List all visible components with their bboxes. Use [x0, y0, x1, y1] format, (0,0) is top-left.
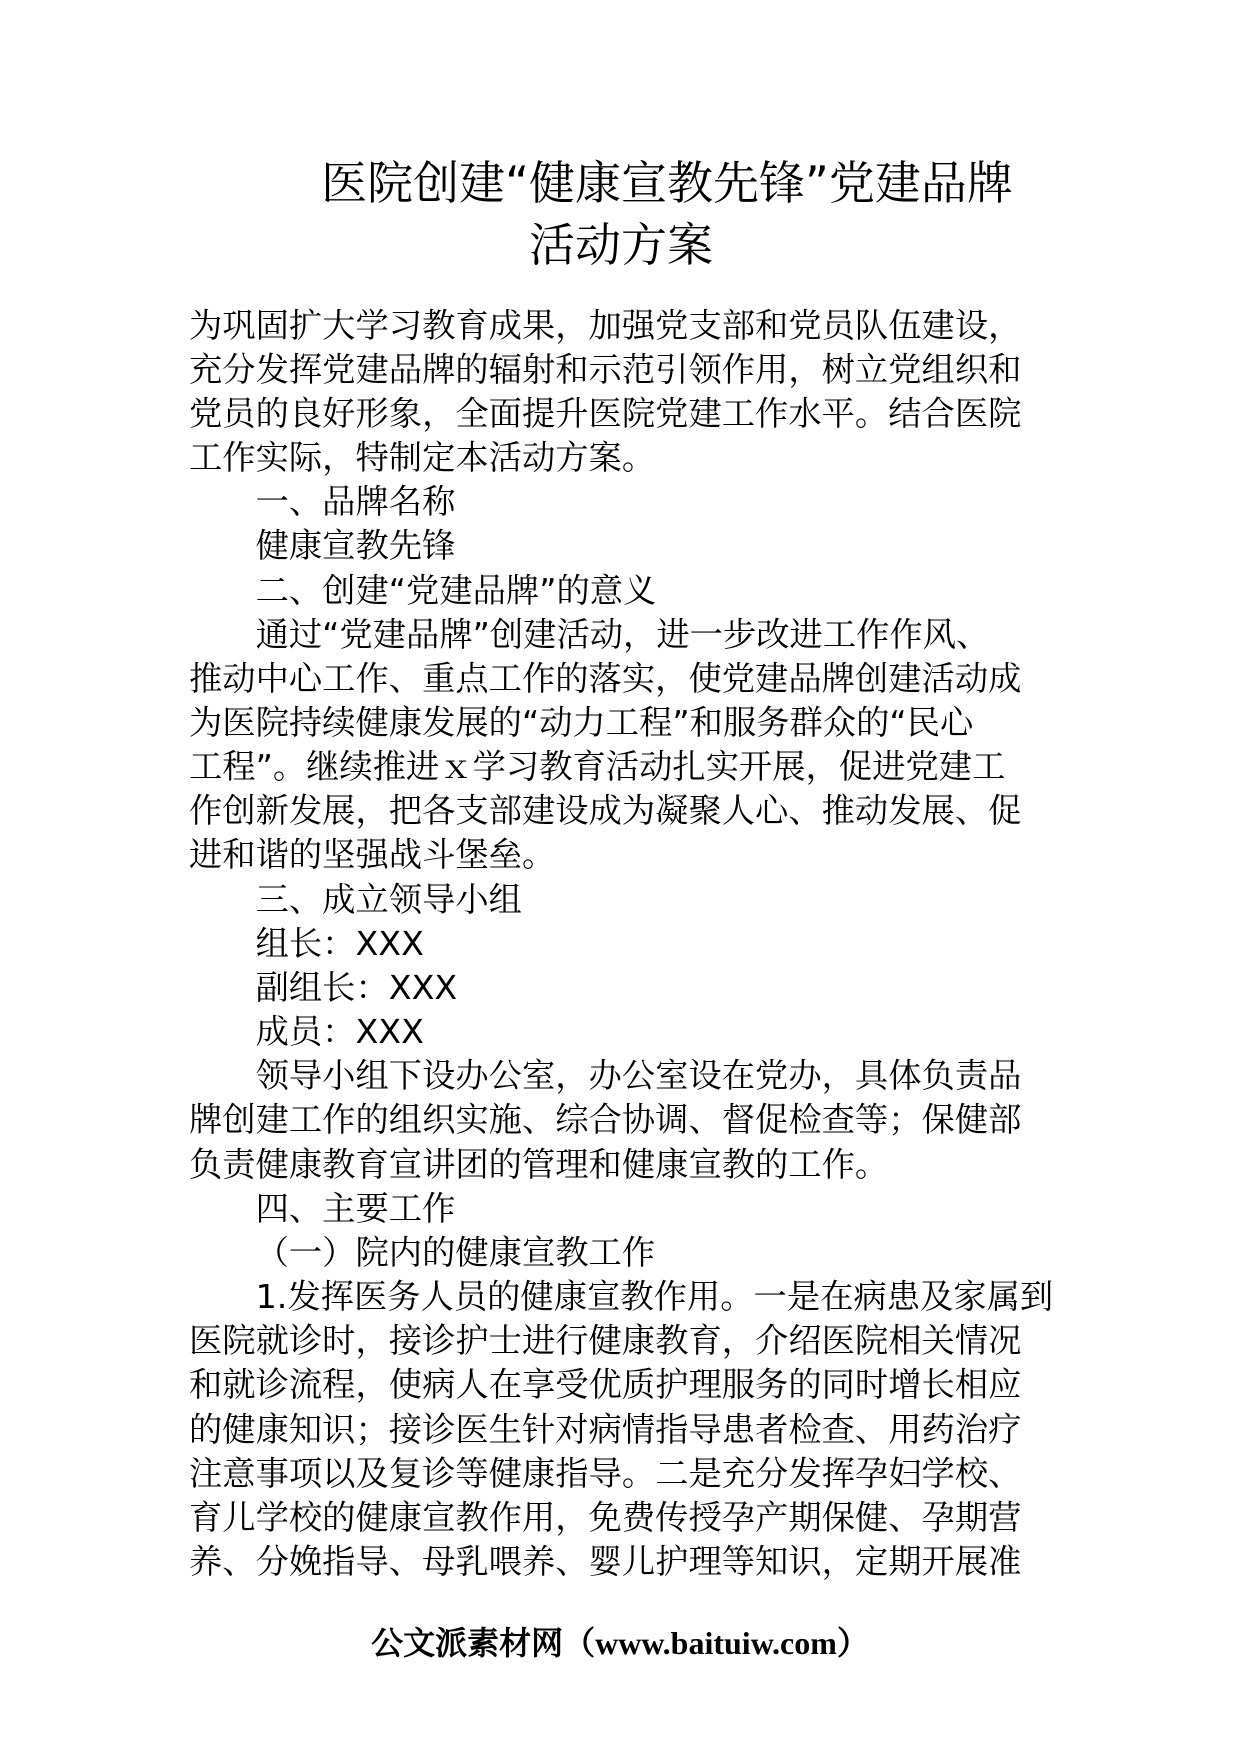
- title-line: 医院创建“健康宣教先锋”党建品牌: [321, 156, 1013, 210]
- deputy-leader-line: 副组长：XXX: [255, 967, 458, 1007]
- text-line: 的健康知识；接诊医生针对病情指导患者检查、用药治疗: [189, 1409, 1022, 1449]
- text-line: 进和谐的坚强战斗堡垒。: [189, 835, 556, 875]
- text-line: 领导小组下设办公室，办公室设在党办，具体负责品: [255, 1056, 1022, 1096]
- document-body: [189, 304, 1053, 1585]
- text-line: 牌创建工作的组织实施、综合协调、督促检查等；保健部: [189, 1100, 1022, 1140]
- text-line: 推动中心工作、重点工作的落实，使党建品牌创建活动成: [189, 658, 1022, 698]
- section-paragraph: [189, 613, 1053, 878]
- section-heading: 二、创建“党建品牌”的意义: [255, 570, 657, 610]
- section-brand-name: [189, 480, 1053, 568]
- text-line: 育儿学校的健康宣教作用，免费传授孕产期保健、孕期营: [189, 1497, 1022, 1537]
- text-line: 负责健康教育宣讲团的管理和健康宣教的工作。: [189, 1144, 889, 1184]
- text-line: 注意事项以及复诊等健康指导。二是充分发挥孕妇学校、: [189, 1453, 1022, 1493]
- section-heading: 四、主要工作: [255, 1188, 456, 1228]
- text-line: 工作实际，特制定本活动方案。: [189, 438, 656, 478]
- text-line: 通过“党建品牌”创建活动，进一步改进工作作风、: [255, 614, 990, 654]
- text-line: 1.发挥医务人员的健康宣教作用。一是在病患及家属到: [255, 1277, 1054, 1317]
- section-paragraph: [189, 1054, 1053, 1186]
- text-line: 为医院持续健康发展的“动力工程”和服务群众的“民心: [189, 703, 974, 742]
- text-line: 养、分娩指导、母乳喂养、婴儿护理等知识，定期开展准: [189, 1541, 1022, 1581]
- text-line: 作创新发展，把各支部建设成为凝聚人心、推动发展、促: [189, 791, 1022, 831]
- text-line: 和就诊流程，使病人在享受优质护理服务的同时增长相应: [189, 1365, 1022, 1405]
- text-line: 医院就诊时，接诊护士进行健康教育，介绍医院相关情况: [189, 1321, 1022, 1361]
- section-heading: 三、成立领导小组: [255, 879, 522, 919]
- section-heading: 一、品牌名称: [255, 482, 456, 522]
- text-line: 工程”。继续推进ｘ学习教育活动扎实开展，促进党建工: [189, 747, 1006, 787]
- section-main-work: [189, 1187, 1053, 1584]
- brand-name-text: 健康宣教先锋: [255, 526, 456, 566]
- text-line: 为巩固扩大学习教育成果，加强党支部和党员队伍建设，: [189, 305, 1022, 345]
- subsection-heading: （一）院内的健康宣教工作: [255, 1232, 656, 1272]
- section-significance: [189, 569, 1053, 878]
- text-line: 充分发挥党建品牌的辐射和示范引领作用，树立党组织和: [189, 349, 1022, 389]
- section-paragraph: [189, 1275, 1053, 1584]
- intro-paragraph: [189, 304, 1053, 481]
- leader-line: 组长：XXX: [255, 923, 424, 963]
- title-line: 活动方案: [529, 218, 713, 272]
- section-leadership-group: [189, 878, 1053, 1187]
- members-line: 成员：XXX: [255, 1012, 424, 1052]
- footer-source-text: 公文派素材网（www.baituiw.com）: [371, 1625, 869, 1661]
- text-line: 党员的良好形象，全面提升医院党建工作水平。结合医院: [189, 393, 1022, 433]
